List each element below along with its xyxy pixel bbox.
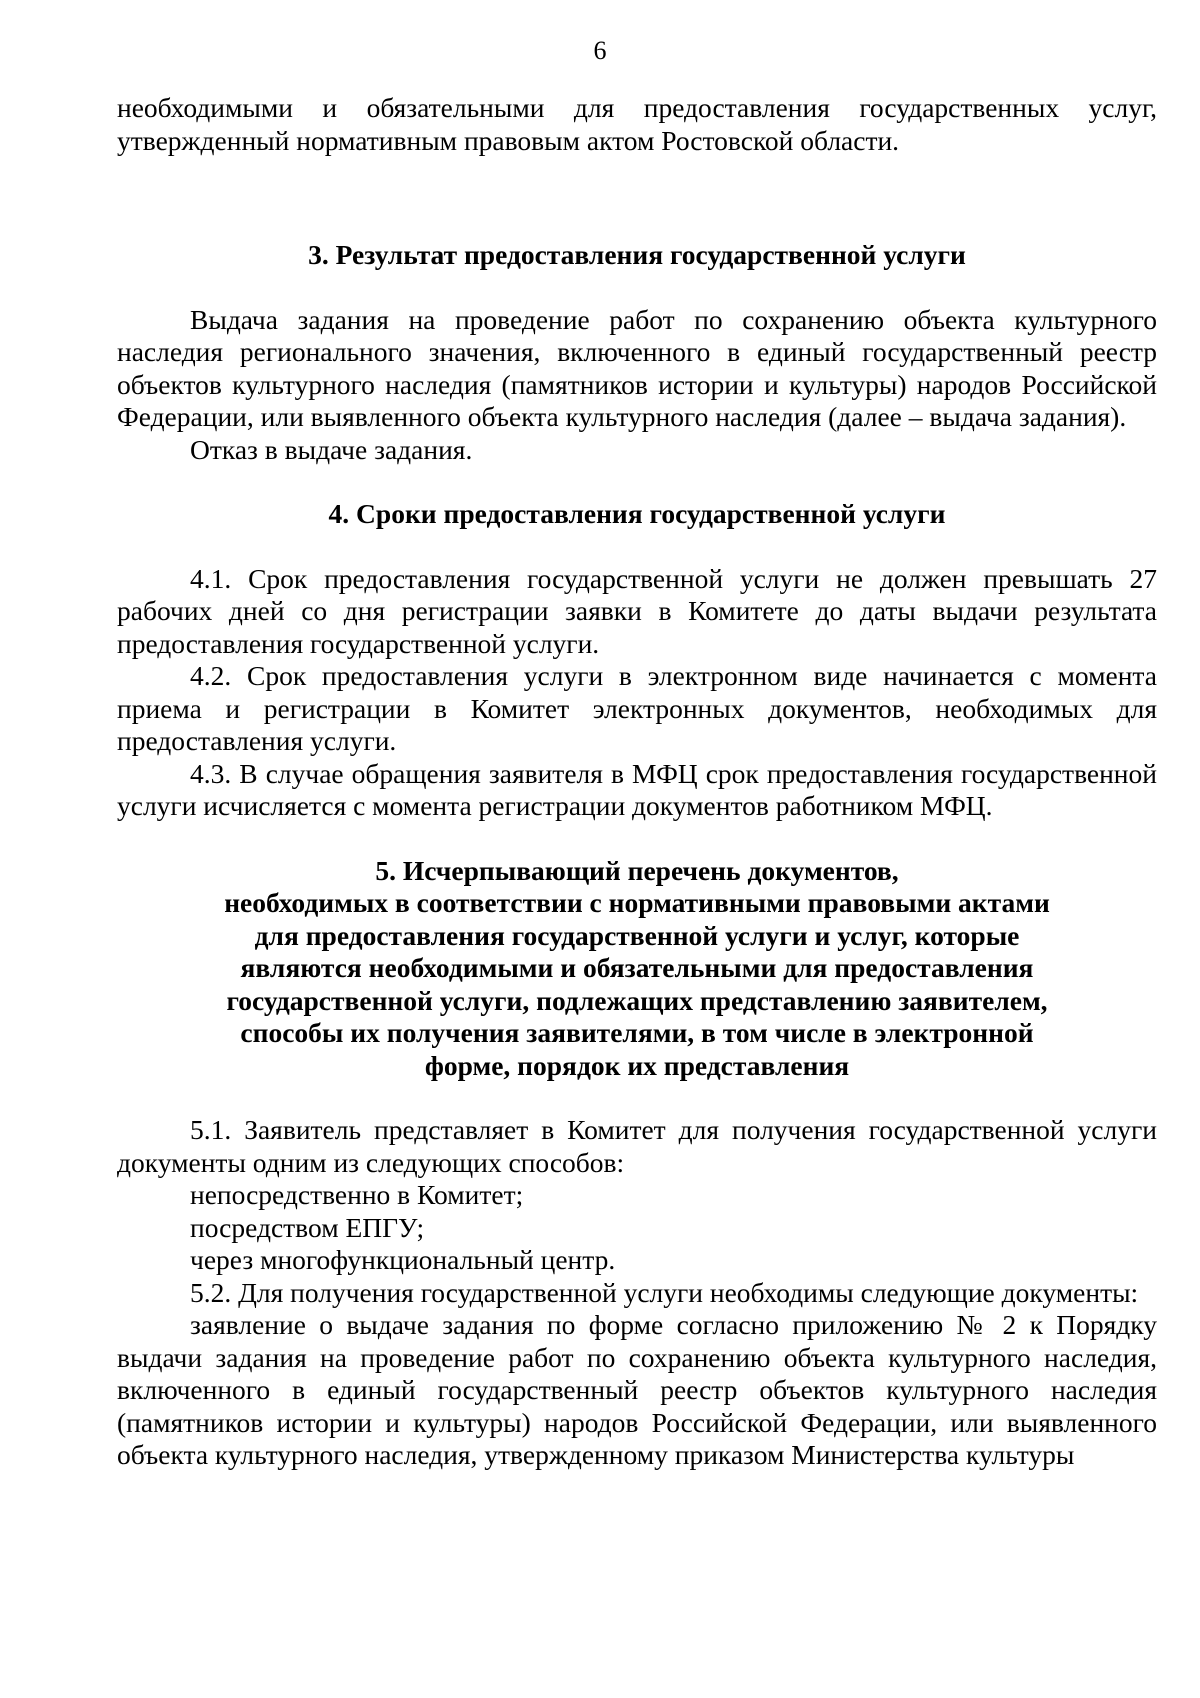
section-4-paragraph: 4.2. Срок предоставления услуги в электронном виде начинается с момента приема и регистрации в Комитет электронных документов, необходимых для предоставления услуги.	[117, 660, 1157, 756]
section-3-paragraph: Выдача задания на проведение работ по сохранению объекта культурного наследия регионального значения, включенного в единый государственный реестр объектов культурного наследия (памятников истории и культуры) народов Российской Федерации, или выявленного объекта культурного наследия (далее – выдача задания).	[117, 303, 1157, 432]
section-5-list-item: посредством ЕПГУ;	[190, 1211, 425, 1243]
section-5-heading-line: форме, порядок их представления	[424, 1049, 850, 1081]
section-5-heading	[117, 855, 1157, 1083]
intro-paragraph: необходимыми и обязательными для предоставления государственных услуг, утвержденный нормативным правовым актом Ростовской области.	[117, 92, 1157, 156]
section-5-heading-line: 5. Исчерпывающий перечень документов,	[375, 854, 899, 886]
section-5-list-item: непосредственно в Комитет;	[190, 1179, 524, 1210]
section-3-heading: 3. Результат предоставления государственной услуги	[308, 239, 966, 270]
section-5-list-item: через многофункциональный центр.	[190, 1244, 616, 1275]
section-5-paragraph: 5.1. Заявитель представляет в Комитет для получения государственной услуги документы одним из следующих способов:	[117, 1114, 1157, 1178]
page-number: 6	[593, 36, 607, 65]
section-5-paragraph: 5.2. Для получения государственной услуги необходимы следующие документы:	[190, 1276, 1139, 1308]
section-4-heading: 4. Сроки предоставления государственной услуги	[328, 498, 946, 529]
document-body	[117, 92, 1157, 1472]
section-5-heading-line: являются необходимыми и обязательными для предоставления	[240, 952, 1034, 983]
section-5-heading-line: необходимых в соответствии с нормативными правовыми актами	[224, 887, 1050, 918]
section-5-heading-line: способы их получения заявителями, в том числе в электронной	[240, 1017, 1034, 1048]
section-3-paragraph: Отказ в выдаче задания.	[190, 433, 473, 465]
section-5-heading-line: для предоставления государственной услуги и услуг, которые	[254, 919, 1020, 951]
section-4-paragraph: 4.3. В случае обращения заявителя в МФЦ срок предоставления государственной услуги исчисляется с момента регистрации документов работником МФЦ.	[117, 757, 1157, 821]
section-5-heading-line: государственной услуги, подлежащих представлению заявителем,	[226, 984, 1048, 1016]
section-5-paragraph: заявление о выдаче задания по форме согласно приложению № 2 к Порядку выдачи задания на проведение работ по сохранению объекта культурного наследия, включенного в единый государственный реестр объектов культурного наследия (памятников истории и культуры) народов Российской Федерации, или выявленного объекта культурного наследия, утвержденному приказом Министерства культуры	[117, 1309, 1157, 1470]
section-4-paragraph: 4.1. Срок предоставления государственной услуги не должен превышать 27 рабочих дней со дня регистрации заявки в Комитете до даты выдачи результата предоставления государственной услуги.	[117, 562, 1157, 659]
